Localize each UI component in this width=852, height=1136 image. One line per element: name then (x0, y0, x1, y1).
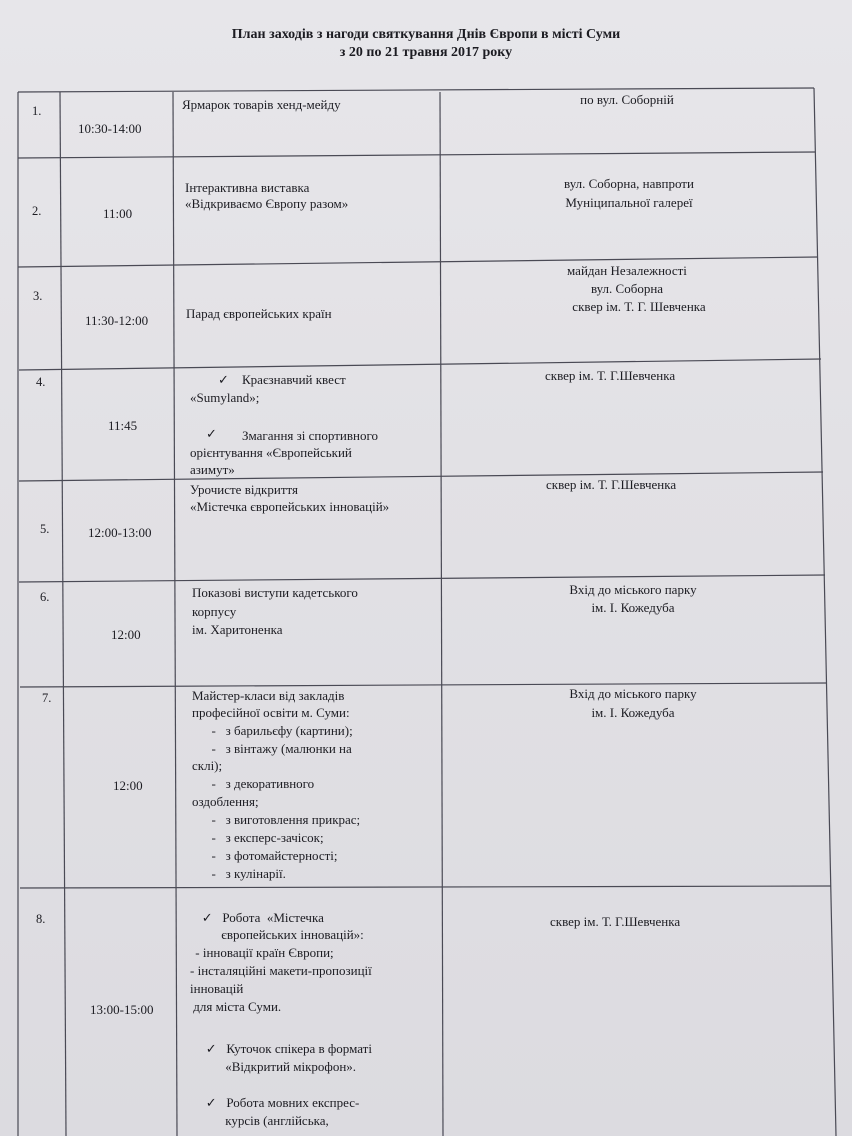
row-7-event-line: - з експерс-зачісок; (192, 830, 324, 845)
row-7-event-line: професійної освіти м. Суми: (192, 705, 350, 720)
row-8-event-line: «Відкритий мікрофон». (196, 1059, 357, 1074)
row-1-event: Ярмарок товарів хенд-мейду (182, 97, 341, 112)
row-8-event-line: - інсталяційні макети-пропозиції (190, 963, 372, 978)
row-7-event-line: - з кулінарії. (192, 866, 286, 881)
row-4-place: сквер ім. Т. Г.Шевченка (545, 368, 676, 383)
checkmark-icon: ✓ (206, 426, 217, 441)
row-3-place-line: сквер ім. Т. Г. Шевченка (572, 299, 706, 314)
row-8-number: 8. (36, 912, 46, 926)
row-6-number: 6. (40, 590, 50, 604)
row-2-place-line: Муніципальної галереї (565, 195, 693, 210)
row-3-place-line: вул. Соборна (590, 281, 664, 296)
row-6-place-line: Вхід до міського парку (569, 582, 697, 597)
row-4-time: 11:45 (108, 418, 138, 433)
row-6-place-line: ім. І. Кожедуба (591, 600, 675, 615)
row-3-time: 11:30-12:00 (85, 313, 149, 328)
row-7-place-line: Вхід до міського парку (569, 686, 697, 701)
row-1-place: по вул. Соборній (580, 92, 674, 107)
row-2-event-line: Інтерактивна виставка (185, 180, 310, 195)
row-7-event-line: - з вінтажу (малюнки на (192, 741, 352, 756)
row-8-event-line: - інновації країн Європи; (192, 945, 334, 960)
row-5-event-line: «Містечка європейських інновацій» (190, 499, 390, 514)
row-7-event-line: оздоблення; (192, 794, 259, 809)
row-1-number: 1. (32, 104, 42, 118)
row-5-number: 5. (40, 522, 50, 536)
row-6-event-line: корпусу (192, 604, 237, 619)
row-4-event-line: азимут» (190, 462, 235, 477)
row-8-event-line: курсів (англійська, (196, 1113, 329, 1128)
row-2-place-line: вул. Соборна, навпроти (564, 176, 694, 191)
row-4-event-line: Краєзнавчий квест (242, 372, 346, 387)
row-4-number: 4. (36, 375, 46, 389)
checkmark-icon: ✓ (218, 372, 229, 387)
row-7-event-line: - з виготовлення прикрас; (192, 812, 361, 827)
row-1-time: 10:30-14:00 (78, 121, 142, 136)
row-7-event-line: склі); (192, 758, 223, 773)
row-2-event-line: «Відкриваємо Європу разом» (185, 196, 349, 211)
row-7-event-line: - з барильєфу (картини); (192, 723, 353, 738)
row-2-time: 11:00 (103, 206, 133, 221)
row-7-event-line: - з декоративного (192, 776, 315, 791)
row-7-time: 12:00 (113, 778, 143, 793)
row-4-event-line: орієнтування «Європейський (190, 445, 352, 460)
row-6-event-line: ім. Харитоненка (192, 622, 283, 637)
row-7-event-line: Майстер-класи від закладів (192, 688, 345, 703)
row-6-event-line: Показові виступи кадетського (192, 585, 358, 600)
row-5-event-line: Урочисте відкриття (190, 482, 298, 497)
row-5-time: 12:00-13:00 (88, 525, 152, 540)
row-7-place-line: ім. І. Кожедуба (591, 705, 675, 720)
row-7-number: 7. (42, 691, 52, 705)
document-title: План заходів з нагоди святкування Днів Європи в місті Суми (231, 27, 621, 42)
row-4-event-line: Змагання зі спортивного (242, 428, 378, 443)
row-8-event-line: європейських інновацій»: (192, 927, 364, 942)
row-8-event-line: ✓ Робота «Містечка (192, 910, 324, 925)
row-3-number: 3. (33, 289, 43, 303)
row-8-event-line: ✓ Куточок спікера в форматі (196, 1041, 372, 1056)
row-7-event-line: - з фотомайстерності; (192, 848, 338, 863)
row-3-place-line: майдан Незалежності (567, 263, 687, 278)
row-8-place: сквер ім. Т. Г.Шевченка (550, 914, 681, 929)
row-4-event-line: «Sumyland»; (190, 390, 260, 405)
row-8-time: 13:00-15:00 (90, 1002, 154, 1017)
row-8-event-line: для міста Суми. (190, 999, 282, 1014)
document-subtitle: з 20 по 21 травня 2017 року (339, 45, 513, 60)
row-8-event-line: інновацій (190, 981, 244, 996)
row-3-event: Парад європейських країн (186, 306, 332, 321)
row-2-number: 2. (32, 204, 42, 218)
row-5-place: сквер ім. Т. Г.Шевченка (546, 477, 677, 492)
row-8-event-line: ✓ Робота мовних експрес- (196, 1095, 360, 1110)
row-6-time: 12:00 (111, 627, 141, 642)
